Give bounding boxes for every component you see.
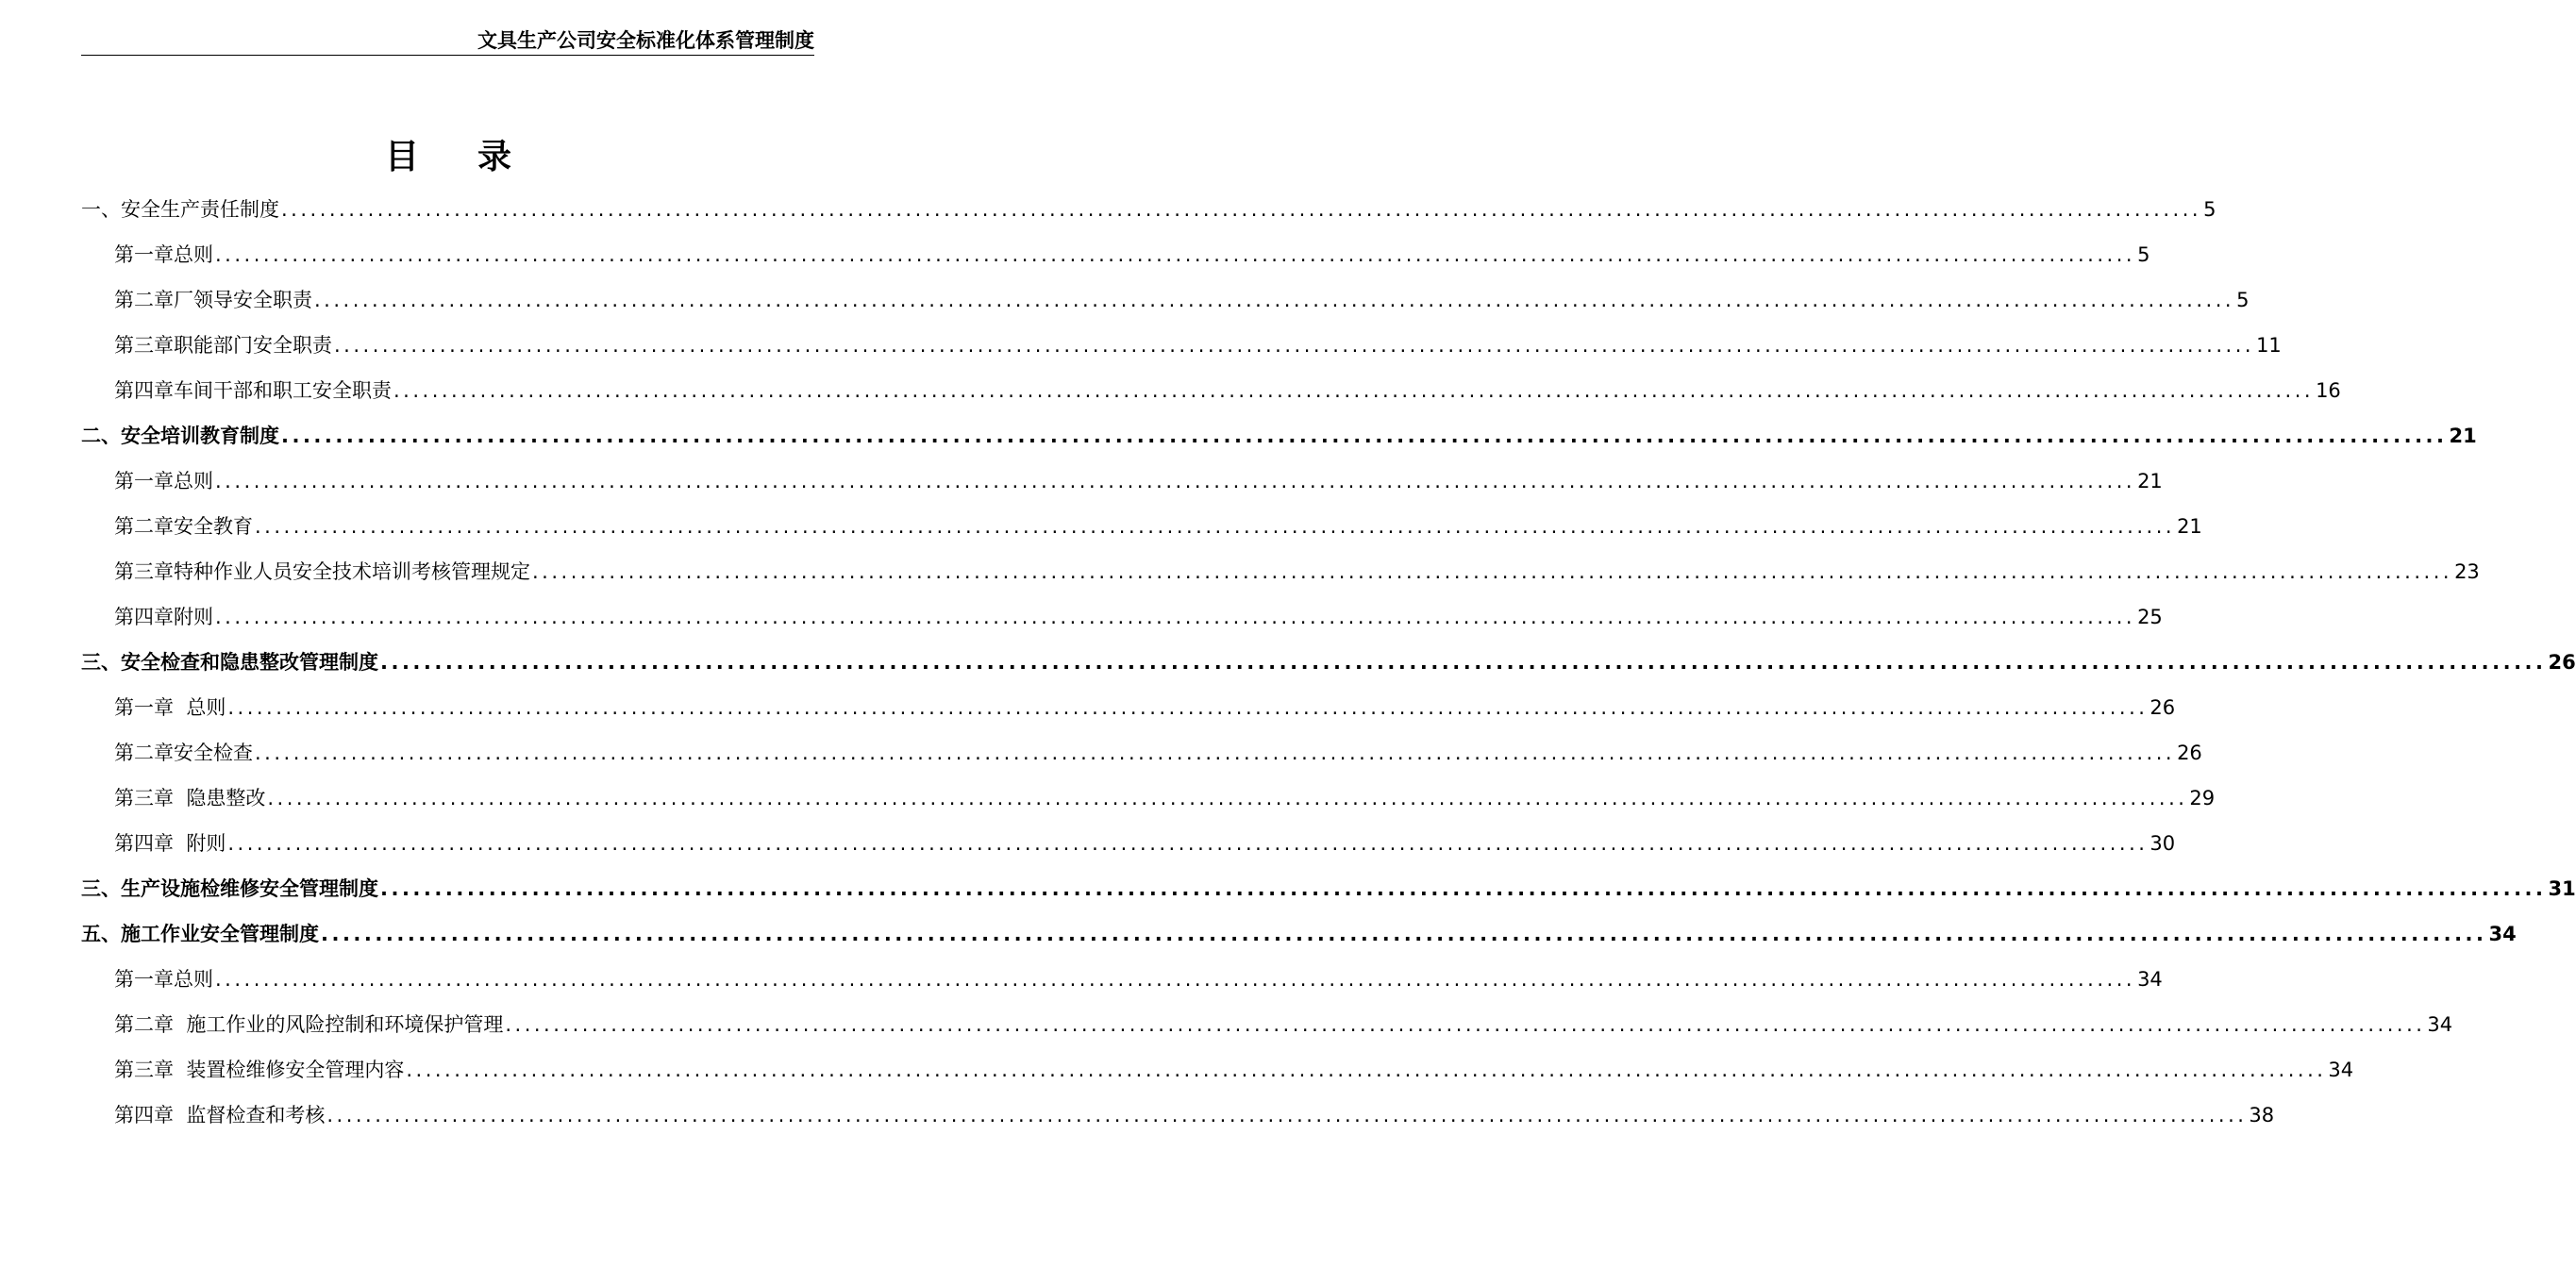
toc-page-number: 5 (2137, 243, 2150, 266)
toc-chapter-entry[interactable] (81, 323, 2282, 368)
toc-leader-dots: ........................................................................................................................................................................................................ (227, 696, 2149, 719)
toc-page-number: 29 (2189, 787, 2216, 809)
toc-leader-dots: ........................................................................................................................................................................................................ (380, 651, 2547, 674)
toc-page-number: 34 (2328, 1059, 2354, 1081)
toc-leader-dots: ........................................................................................................................................................................................................ (215, 606, 2136, 628)
toc-entry-text: 第四章车间干部和职工安全职责 (114, 379, 392, 402)
toc-chapter-entry[interactable] (81, 1093, 2275, 1138)
toc-leader-dots: ........................................................................................................................................................................................................ (255, 742, 2176, 764)
toc-entry-text: 第三章 装置检维修安全管理内容 (114, 1059, 405, 1081)
toc-section-entry[interactable] (81, 413, 2477, 459)
toc-entry-text: 第三章 隐患整改 (114, 787, 266, 809)
toc-page-number: 25 (2137, 606, 2163, 628)
toc-page-number: 5 (2236, 289, 2250, 311)
toc-entry-text: 第四章 监督检查和考核 (114, 1104, 326, 1126)
toc-leader-dots: ........................................................................................................................................................................................................ (321, 923, 2487, 945)
toc-page-number: 34 (2488, 923, 2517, 945)
toc-chapter-entry[interactable] (81, 459, 2163, 504)
toc-entry-text: 三、安全检查和隐患整改管理制度 (81, 651, 378, 674)
toc-leader-dots: ........................................................................................................................................................................................................ (267, 787, 2188, 809)
toc-page-number: 16 (2316, 379, 2341, 402)
toc-leader-dots: ........................................................................................................................................................................................................ (505, 1013, 2426, 1036)
toc-section-entry[interactable] (81, 866, 2576, 911)
toc-leader-dots: ........................................................................................................................................................................................................ (281, 198, 2202, 221)
toc-section-entry[interactable] (81, 640, 2576, 685)
table-of-contents (81, 187, 2576, 1138)
toc-leader-dots: ........................................................................................................................................................................................................ (532, 560, 2453, 583)
toc-chapter-entry[interactable] (81, 1047, 2354, 1093)
toc-page-number: 34 (2427, 1013, 2453, 1036)
toc-chapter-entry[interactable] (81, 776, 2216, 821)
toc-heading-left: 目 (384, 138, 419, 176)
toc-leader-dots: ........................................................................................................................................................................................................ (215, 243, 2136, 266)
toc-chapter-entry[interactable] (81, 821, 2176, 866)
toc-page-number: 21 (2137, 470, 2163, 492)
toc-section-entry[interactable] (81, 911, 2517, 957)
toc-page-number: 23 (2454, 560, 2480, 583)
toc-entry-text: 第二章安全教育 (114, 515, 253, 538)
toc-chapter-entry[interactable] (81, 957, 2163, 1002)
toc-leader-dots: ........................................................................................................................................................................................................ (314, 289, 2235, 311)
toc-leader-dots: ........................................................................................................................................................................................................ (334, 334, 2255, 357)
toc-leader-dots: ........................................................................................................................................................................................................ (215, 470, 2136, 492)
running-header (81, 28, 814, 56)
toc-chapter-entry[interactable] (81, 368, 2341, 413)
toc-chapter-entry[interactable] (81, 730, 2202, 776)
toc-leader-dots: ........................................................................................................................................................................................................ (393, 379, 2315, 402)
toc-chapter-entry[interactable] (81, 594, 2163, 640)
toc-page-number: 26 (2177, 742, 2202, 764)
toc-section-entry[interactable] (81, 187, 2216, 232)
toc-page-number: 26 (2149, 696, 2176, 719)
toc-entry-text: 五、施工作业安全管理制度 (81, 923, 319, 945)
toc-entry-text: 一、安全生产责任制度 (81, 198, 279, 221)
toc-page-number: 26 (2548, 651, 2576, 674)
toc-page-number: 30 (2149, 832, 2176, 855)
toc-entry-text: 第一章总则 (114, 243, 213, 266)
toc-entry-text: 三、生产设施检维修安全管理制度 (81, 877, 378, 900)
toc-leader-dots: ........................................................................................................................................................................................................ (227, 832, 2149, 855)
toc-leader-dots: ........................................................................................................................................................................................................ (326, 1104, 2248, 1126)
toc-chapter-entry[interactable] (81, 1002, 2453, 1047)
header-title: 文具生产公司安全标准化体系管理制度 (477, 29, 814, 52)
toc-leader-dots: ........................................................................................................................................................................................................ (281, 425, 2448, 447)
toc-entry-text: 第二章 施工作业的风险控制和环境保护管理 (114, 1013, 504, 1036)
toc-heading-right: 录 (477, 138, 512, 176)
toc-entry-text: 第三章职能部门安全职责 (114, 334, 332, 357)
toc-page-number: 5 (2203, 198, 2216, 221)
toc-chapter-entry[interactable] (81, 232, 2150, 277)
toc-entry-text: 第二章安全检查 (114, 742, 253, 764)
toc-page-number: 38 (2249, 1104, 2275, 1126)
toc-entry-text: 第二章厂领导安全职责 (114, 289, 312, 311)
toc-page-number: 21 (2177, 515, 2202, 538)
toc-chapter-entry[interactable] (81, 277, 2250, 323)
toc-heading (0, 130, 896, 178)
toc-entry-text: 第一章总则 (114, 968, 213, 991)
toc-chapter-entry[interactable] (81, 504, 2202, 549)
toc-leader-dots: ........................................................................................................................................................................................................ (380, 877, 2547, 900)
toc-leader-dots: ........................................................................................................................................................................................................ (406, 1059, 2327, 1081)
toc-page-number: 31 (2548, 877, 2576, 900)
toc-entry-text: 第四章 附则 (114, 832, 226, 855)
toc-chapter-entry[interactable] (81, 549, 2480, 594)
toc-entry-text: 二、安全培训教育制度 (81, 425, 279, 447)
toc-chapter-entry[interactable] (81, 685, 2176, 730)
toc-page-number: 21 (2449, 425, 2477, 447)
toc-entry-text: 第一章 总则 (114, 696, 226, 719)
toc-entry-text: 第一章总则 (114, 470, 213, 492)
toc-page-number: 34 (2137, 968, 2163, 991)
toc-entry-text: 第四章附则 (114, 606, 213, 628)
toc-leader-dots: ........................................................................................................................................................................................................ (215, 968, 2136, 991)
toc-page-number: 11 (2256, 334, 2282, 357)
toc-entry-text: 第三章特种作业人员安全技术培训考核管理规定 (114, 560, 530, 583)
toc-leader-dots: ........................................................................................................................................................................................................ (255, 515, 2176, 538)
